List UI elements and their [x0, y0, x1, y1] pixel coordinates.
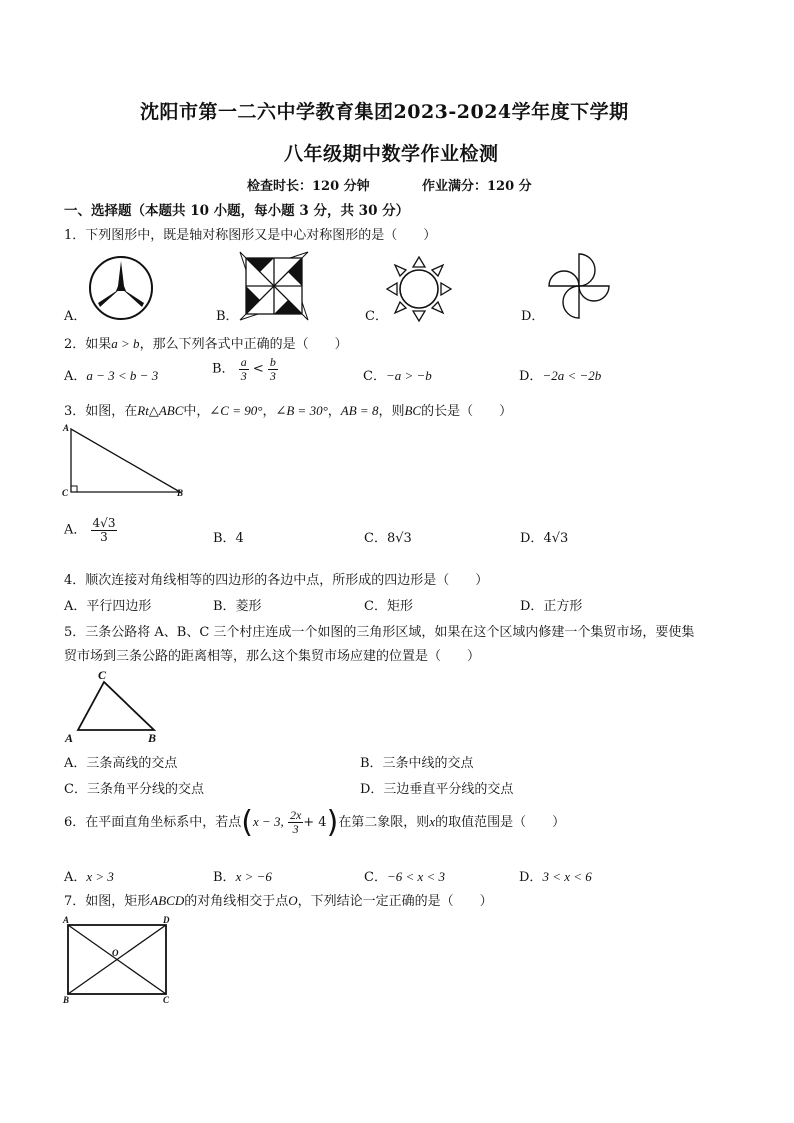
q7-label-d: D — [163, 915, 170, 925]
title-line-1: 沈阳市第一二六中学教育集团2023-2024学年度下学期 — [140, 101, 629, 123]
q3-option-b: B．4 — [213, 531, 244, 546]
q1-option-c: C． — [365, 309, 388, 324]
full-score: 作业满分：120 分 — [422, 179, 532, 194]
q1-option-a: A． — [64, 309, 87, 324]
q2-option-a: A．a − 3 < b − 3 — [64, 368, 159, 384]
exam-duration: 检查时长：120 分钟 — [247, 179, 370, 194]
q5-label-a: A — [65, 731, 74, 745]
q5-option-a: A．三条高线的交点 — [64, 756, 178, 771]
q2-option-d: D．−2a < −2b — [519, 368, 602, 384]
section-1-heading: 一、选择题（本题共 10 小题，每小题 3 分，共 30 分） — [64, 203, 410, 219]
question-3-text: 3．如图，在Rt△ABC中，∠C = 90°，∠B = 30°，AB = 8，则BC的长是（ ） — [64, 403, 513, 419]
q1-figure-b-pinwheel-icon — [238, 250, 310, 322]
q5-option-d: D．三边垂直平分线的交点 — [360, 782, 514, 797]
q3-label-a: A — [63, 423, 70, 433]
q1-figure-a-mercedes-icon — [88, 255, 154, 321]
q6-option-a: A．x > 3 — [64, 869, 114, 885]
q1-figure-c-sun-icon — [384, 254, 454, 324]
title-line-2: 八年级期中数学作业检测 — [284, 143, 499, 165]
q4-option-d: D．正方形 — [520, 599, 583, 614]
q2-option-c: C．−a > −b — [363, 368, 432, 384]
q4-option-a: A．平行四边形 — [64, 599, 152, 614]
q7-label-b: B — [63, 995, 70, 1005]
q4-option-c: C．矩形 — [364, 599, 413, 614]
q3-label-b: B — [177, 488, 184, 498]
q3-right-triangle-figure — [62, 420, 192, 502]
q5-option-c: C．三条角平分线的交点 — [64, 782, 204, 797]
question-4-text: 4．顺次连接对角线相等的四边形的各边中点，所形成的四边形是（ ） — [64, 573, 489, 588]
q6-option-c: C．−6 < x < 3 — [364, 869, 446, 885]
q6-option-b: B．x > −6 — [213, 869, 272, 885]
question-5-line-1: 5．三条公路将 A、B、C 三个村庄连成一个如图的三角形区域，如果在这个区域内修建一个集贸市场，要使集 — [64, 625, 695, 640]
q1-option-b: B． — [216, 309, 239, 324]
q3-option-a: A． $\frac{4√3}{3}$ — [64, 516, 116, 544]
question-6-text: 6．在平面直角坐标系中，若点(x − 3, $\frac{2x}{3}$ + 4)在第二象限，则x的取值范围是（ ） — [64, 805, 566, 840]
q7-label-a: A — [63, 915, 70, 925]
q3-option-c: C．8√3 — [364, 531, 412, 546]
q1-option-d: D． — [521, 309, 545, 324]
q4-option-b: B．菱形 — [213, 599, 262, 614]
q7-rectangle-figure — [62, 915, 174, 1005]
question-1-text: 1．下列图形中，既是轴对称图形又是中心对称图形的是（ ） — [64, 228, 437, 243]
q2-option-b: B． $\frac{a}{3}$ < $\frac{b}{3}$ — [212, 355, 276, 383]
q7-label-o: O — [112, 948, 119, 958]
q7-label-c: C — [163, 995, 170, 1005]
q5-option-b: B．三条中线的交点 — [360, 756, 474, 771]
q6-option-d: D．3 < x < 6 — [519, 869, 592, 885]
q3-label-c: C — [62, 488, 69, 498]
q1-figure-d-propeller-icon — [546, 250, 612, 322]
question-2-text: 2．如果a > b，那么下列各式中正确的是（ ） — [64, 336, 348, 352]
q5-label-c: C — [98, 668, 107, 682]
question-5-line-2: 贸市场到三条公路的距离相等，那么这个集贸市场应建的位置是（ ） — [64, 649, 481, 664]
q5-label-b: B — [148, 731, 157, 745]
q3-option-d: D．4√3 — [520, 531, 569, 546]
question-7-text: 7．如图，矩形ABCD的对角线相交于点O，下列结论一定正确的是（ ） — [64, 893, 493, 909]
